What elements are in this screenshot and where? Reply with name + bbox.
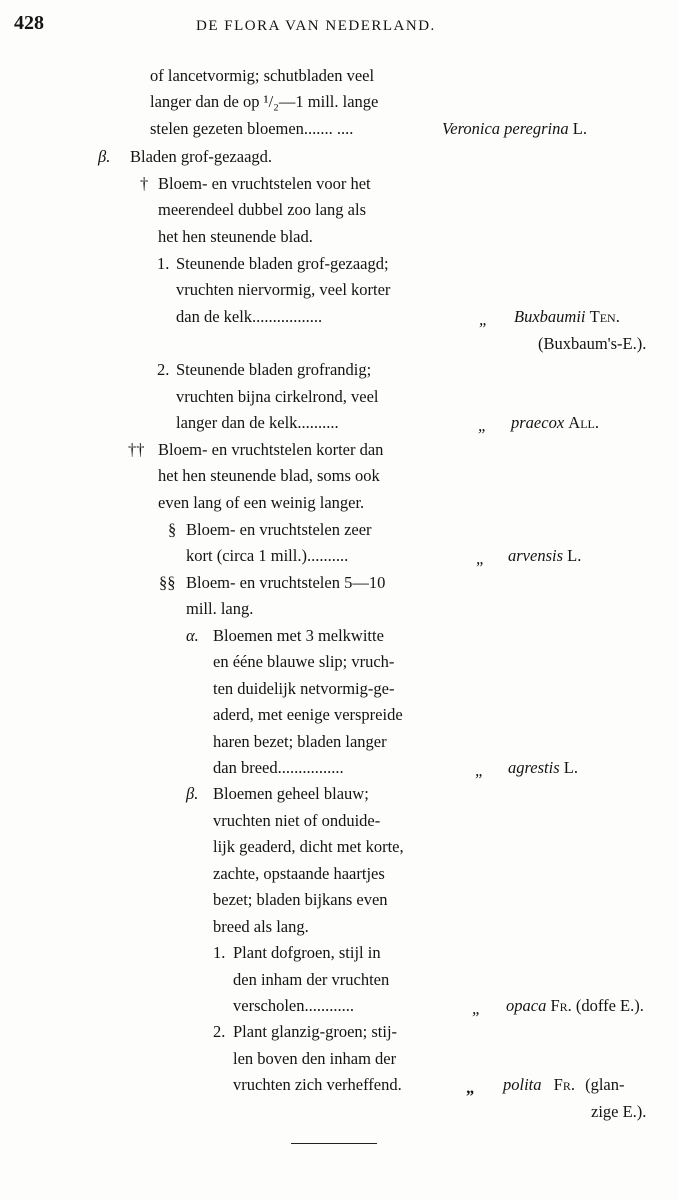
species-name: arvensis xyxy=(508,546,563,565)
key-marker: †† xyxy=(128,440,145,459)
text-line: vruchten niet of onduide- xyxy=(213,811,381,830)
ditto-mark: „ xyxy=(475,761,485,780)
key-marker: 1. xyxy=(157,254,170,273)
text-line: breed als lang. xyxy=(213,917,309,936)
key-marker: 1. xyxy=(213,943,226,962)
text-line: het hen steunende blad, soms ook xyxy=(158,466,380,485)
key-marker: § xyxy=(168,520,177,539)
text-line: len boven den inham der xyxy=(233,1049,397,1068)
text-line: Bloemen geheel blauw; xyxy=(213,784,369,803)
running-head: DE FLORA VAN NEDERLAND. xyxy=(196,18,436,34)
text-line: den inham der vruchten xyxy=(233,970,390,989)
text-line: of lancetvormig; schutbladen veel xyxy=(150,66,375,85)
species-entry xyxy=(503,1072,624,1098)
species-author: L. xyxy=(567,546,582,565)
text-line: zachte, opstaande haartjes xyxy=(213,864,385,883)
key-marker: 2. xyxy=(157,360,170,379)
species-entry xyxy=(514,304,620,330)
text-line: haren bezet; bladen langer xyxy=(213,732,387,751)
text-line: lijk geaderd, dicht met korte, xyxy=(213,837,404,856)
species-entry xyxy=(506,993,644,1019)
species-name: polita xyxy=(503,1075,542,1094)
species-author: Fr. xyxy=(553,1075,575,1094)
ditto-mark: „ xyxy=(476,549,486,568)
common-name: (doffe E.). xyxy=(575,996,644,1015)
text-line: even lang of een weinig langer. xyxy=(158,493,365,512)
key-marker: β. xyxy=(98,147,111,166)
key-marker: † xyxy=(140,174,149,193)
text-line: en ééne blauwe slip; vruch- xyxy=(213,652,395,671)
species-name: opaca xyxy=(506,996,547,1015)
text-line: vruchten bijna cirkelrond, veel xyxy=(176,387,379,406)
species-entry xyxy=(442,116,587,142)
species-author: L. xyxy=(572,119,587,138)
text-line: Steunende bladen grofrandig; xyxy=(176,360,372,379)
ditto-mark: „ xyxy=(479,310,489,329)
text-line: Bloem- en vruchtstelen 5—10 xyxy=(186,573,386,592)
text-line: dan de kelk................. xyxy=(176,307,323,326)
ditto-mark: „ xyxy=(478,416,488,435)
page-number: 428 xyxy=(14,12,44,34)
text-line: Steunende bladen grof-gezaagd; xyxy=(176,254,389,273)
common-name: zige E.). xyxy=(591,1102,647,1121)
text-line: kort (circa 1 mill.).......... xyxy=(186,546,349,565)
species-name: Veronica peregrina xyxy=(442,119,569,138)
species-author: L. xyxy=(563,758,578,777)
key-marker: β. xyxy=(186,784,199,803)
text-line: meerendeel dubbel zoo lang als xyxy=(158,200,366,219)
species-author: All. xyxy=(568,413,599,432)
text-line: Plant glanzig-groen; stij- xyxy=(233,1022,398,1041)
text-line: langer dan de op ¹/₂—1 mill. lange xyxy=(150,92,379,111)
text-line: vruchten zich verheffend. xyxy=(233,1075,402,1094)
text-line: Plant dofgroen, stijl in xyxy=(233,943,381,962)
text-line: aderd, met eenige verspreide xyxy=(213,705,403,724)
key-marker: 2. xyxy=(213,1022,226,1041)
common-name: (Buxbaum's-E.). xyxy=(538,334,647,353)
text-line: mill. lang. xyxy=(186,599,254,618)
text-line: Bladen grof-gezaagd. xyxy=(130,147,273,166)
text-line: bezet; bladen bijkans even xyxy=(213,890,388,909)
species-name: agrestis xyxy=(508,758,560,777)
text-line: langer dan de kelk.......... xyxy=(176,413,339,432)
species-entry xyxy=(508,755,578,781)
text-line: Bloemen met 3 melkwitte xyxy=(213,626,384,645)
text-line: verscholen............ xyxy=(233,996,354,1015)
species-author: Fr. xyxy=(550,996,572,1015)
key-marker: §§ xyxy=(159,573,176,592)
species-name: praecox xyxy=(511,413,565,432)
species-name: Buxbaumii xyxy=(514,307,586,326)
species-author: Ten. xyxy=(589,307,620,326)
species-entry xyxy=(511,410,599,436)
closing-rule xyxy=(291,1143,377,1144)
ditto-mark: „ xyxy=(466,1078,475,1097)
species-entry xyxy=(508,543,581,569)
text-line: Bloem- en vruchtstelen zeer xyxy=(186,520,372,539)
ditto-mark: „ xyxy=(472,999,482,1018)
key-marker: α. xyxy=(186,626,199,645)
text-line: stelen gezeten bloemen....... .... xyxy=(150,119,354,138)
text-line: dan breed................ xyxy=(213,758,344,777)
text-line: Bloem- en vruchtstelen korter dan xyxy=(158,440,384,459)
text-line: ten duidelijk netvormig-ge- xyxy=(213,679,395,698)
text-line: het hen steunende blad. xyxy=(158,227,313,246)
text-line: Bloem- en vruchtstelen voor het xyxy=(158,174,371,193)
text-line: vruchten niervormig, veel korter xyxy=(176,280,391,299)
common-name: (glan- xyxy=(585,1075,625,1094)
